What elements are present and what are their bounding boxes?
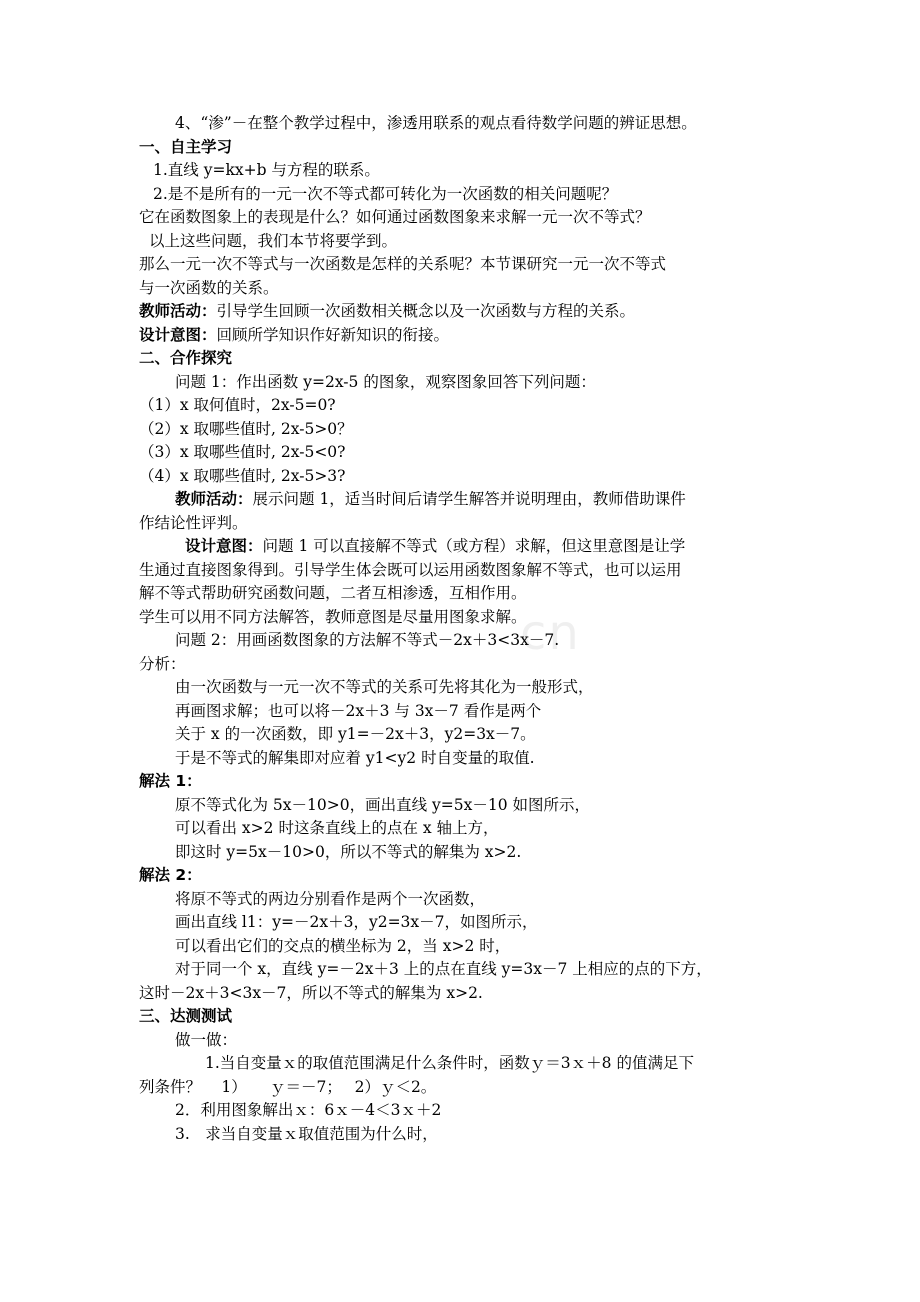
method-1-line: 可以看出 x>2 时这条直线上的点在 x 轴上方， (175, 819, 499, 837)
section-heading-1: 一、自主学习 (139, 137, 233, 156)
design-intent-label: 设计意图： (185, 537, 263, 555)
paragraph-line: 与一次函数的关系。 (139, 278, 279, 297)
analysis-label: 分析： (139, 654, 186, 673)
method-2-line: 可以看出它们的交点的横坐标为 2，当 x>2 时， (175, 936, 511, 955)
method-2-line: 将原不等式的两边分别看作是两个一次函数， (175, 889, 486, 908)
design-intent-text: 回顾所学知识作好新知识的衔接。 (216, 325, 450, 344)
paragraph-line: 它在函数图象上的表现是什么？如何通过函数图象来求解一元一次不等式？ (139, 208, 651, 226)
method-1-line: 原不等式化为 5x－10>0，画出直线 y=5x－10 如图所示， (175, 795, 591, 814)
design-intent-line (139, 535, 784, 559)
teacher-activity-label: 教师活动： (175, 490, 253, 508)
analysis-line: 由一次函数与一元一次不等式的关系可先将其化为一般形式， (175, 678, 594, 696)
question-item: （4）x 取哪些值时, 2x-5>3? (139, 466, 346, 485)
paragraph-line: 学生可以用不同方法解答，教师意图是尽量用图象求解。 (139, 607, 527, 626)
exercise-3: 3. 求当自变量ｘ取值范围为什么时， (175, 1124, 438, 1143)
principle-line: 4、“渗”－在整个教学过程中，渗透用联系的观点看待数学问题的辨证思想。 (175, 114, 697, 132)
paragraph-line: 生通过直接图象得到。引导学生体会既可以运用函数图象解不等式，也可以运用 (139, 560, 682, 579)
paragraph-line: 解不等式帮助研究函数问题，二者互相渗透，互相作用。 (139, 584, 527, 602)
method-2-line: 画出直线 l1：y=－2x＋3，y2=3x－7，如图所示， (175, 913, 538, 931)
paragraph-line: 1.直线 y=kx+b 与方程的联系。 (153, 161, 380, 179)
method-2-line: 这时－2x＋3<3x－7，所以不等式的解集为 x>2. (139, 983, 483, 1002)
design-intent-text: 问题 1 可以直接解不等式（或方程）求解，但这里意图是让学 (262, 537, 686, 555)
teacher-activity-label: 教师活动： (139, 302, 217, 320)
exercise-intro: 做一做： (175, 1030, 238, 1049)
design-intent-line (139, 324, 784, 348)
question-1: 问题 1：作出函数 y=2x-5 的图象，观察图象回答下列问题： (175, 372, 596, 391)
watermark: cn (520, 605, 581, 661)
method-2-heading: 解法 2： (139, 866, 202, 884)
teacher-activity-line (139, 300, 784, 324)
section-heading-2: 二、合作探究 (139, 349, 233, 367)
paragraph-line: 作结论性评判。 (139, 513, 248, 532)
paragraph-line: 2.是不是所有的一元一次不等式都可转化为一次函数的相关问题呢？ (153, 184, 618, 203)
design-intent-label: 设计意图： (139, 325, 217, 344)
analysis-line: 再画图求解；也可以将－2x＋3 与 3x－7 看作是两个 (175, 701, 542, 720)
teacher-activity-line (139, 488, 784, 512)
question-item: （1）x 取何值时，2x-5=0? (139, 396, 336, 414)
exercise-2: 2．利用图象解出ｘ：6ｘ－4＜3ｘ＋2 (175, 1101, 442, 1119)
teacher-activity-text: 引导学生回顾一次函数相关概念以及一次函数与方程的关系。 (216, 302, 636, 320)
method-1-heading: 解法 1： (139, 772, 202, 790)
document-page (139, 112, 784, 1146)
analysis-line: 于是不等式的解集即对应着 y1<y2 时自变量的取值. (175, 748, 535, 767)
paragraph-line: 那么一元一次不等式与一次函数是怎样的关系呢？本节课研究一元一次不等式 (139, 255, 667, 273)
exercise-1-cont: 列条件？ 1） ｙ＝－7； 2）ｙ＜2。 (139, 1077, 437, 1096)
teacher-activity-text: 展示问题 1，适当时间后请学生解答并说明理由，教师借助课件 (252, 490, 686, 508)
exercise-1: 1.当自变量ｘ的取值范围满足什么条件时，函数ｙ＝3ｘ＋8 的值满足下 (205, 1054, 694, 1072)
question-item: （2）x 取哪些值时, 2x-5>0？ (139, 419, 353, 438)
question-item: （3）x 取哪些值时, 2x-5<0? (139, 443, 346, 461)
paragraph-line: 以上这些问题，我们本节将要学到。 (149, 231, 398, 250)
analysis-line: 关于 x 的一次函数，即 y1=－2x＋3，y2=3x－7。 (175, 725, 536, 743)
method-1-line: 即这时 y=5x－10>0，所以不等式的解集为 x>2. (175, 842, 522, 861)
method-2-line: 对于同一个 x，直线 y=－2x＋3 上的点在直线 y=3x－7 上相应的点的下方， (175, 960, 712, 978)
question-2: 问题 2：用画函数图象的方法解不等式－2x＋3<3x－7. (175, 631, 560, 649)
section-heading-3: 三、达测测试 (139, 1007, 233, 1025)
